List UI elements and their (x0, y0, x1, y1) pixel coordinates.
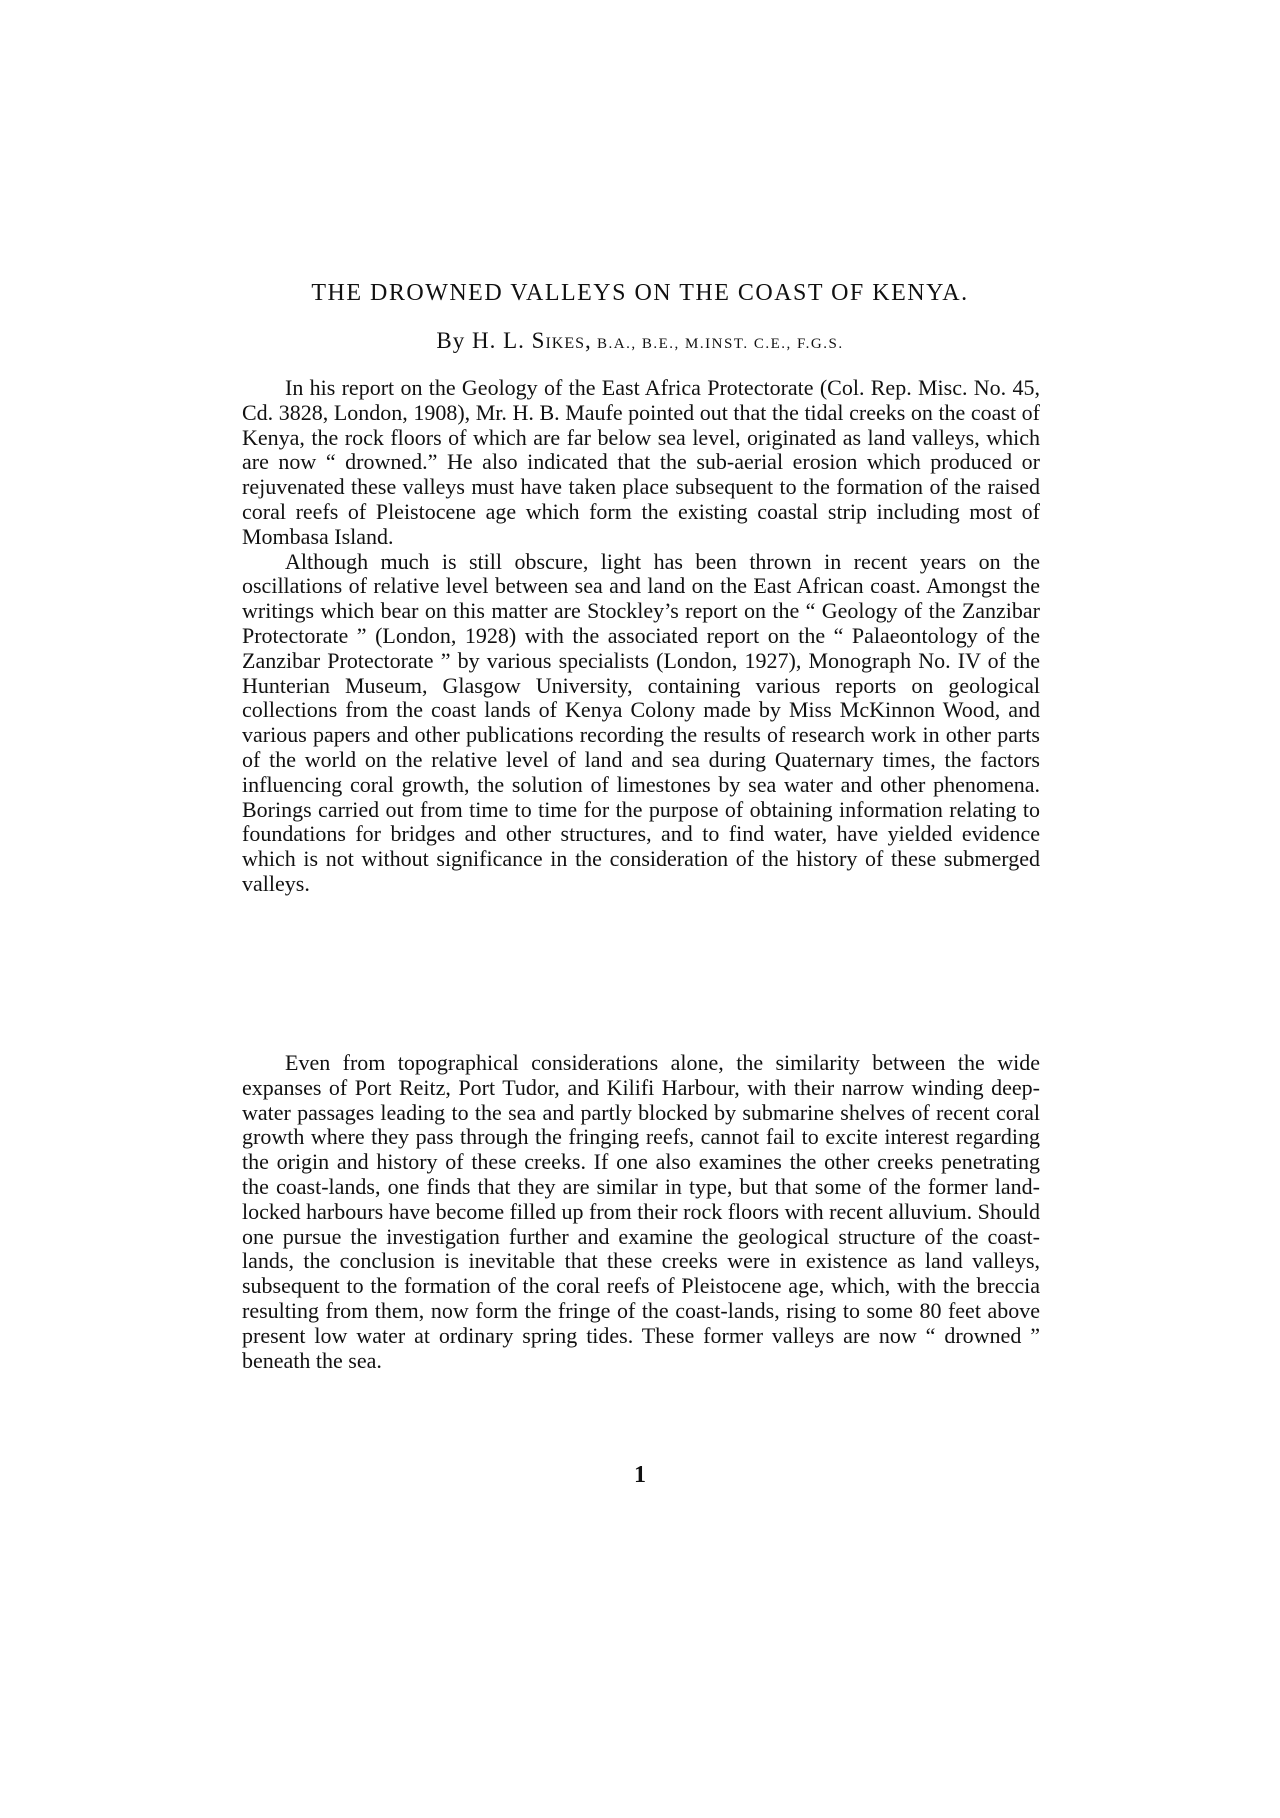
article-body-lower (242, 1051, 1040, 1373)
article-title: THE DROWNED VALLEYS ON THE COAST OF KENYA. (311, 280, 969, 306)
byline-prefix: By (436, 328, 473, 353)
author-credentials: B.A., B.E., M.INST. C.E., F.G.S. (591, 336, 844, 352)
byline (0, 328, 1280, 354)
author-name: H. L. Sikes, (472, 328, 592, 353)
page-number: 1 (634, 1462, 646, 1488)
paragraph-3: Even from topographical considerations alone, the similarity between the wide expanses of Port Reitz, Port Tudor, and Kilifi Harbour, with their narrow winding deep-water passages leading to the sea and partly blocked by submarine shelves of recent coral growth where they pass through the fringing reefs, cannot fail to excite interest regarding the origin and history of these creeks. If one also examines the other creeks penetrating the coast-lands, one finds that they are similar in type, but that some of the former land-locked harbours have become filled up from their rock floors with recent alluvium. Should one pursue the investigation further and examine the geological structure of the coast-lands, the conclusion is inevitable that these creeks were in existence as land valleys, subsequent to the formation of the coral reefs of Pleistocene age, which, with the breccia resulting from them, now form the fringe of the coast-lands, rising to some 80 feet above present low water at ordinary spring tides. These former valleys are now “ drowned ” beneath the sea. (242, 1050, 1040, 1373)
paragraph-1: In his report on the Geology of the East Africa Protectorate (Col. Rep. Misc. No. 45, Cd. 3828, London, 1908), Mr. H. B. Maufe pointed out that the tidal creeks on the coast of Kenya, the rock floors of which are far below sea level, originated as land valleys, which are now “ drowned.” He also indicated that the sub-aerial erosion which produced or rejuvenated these valleys must have taken place subsequent to the formation of the raised coral reefs of Pleistocene age which form the existing coastal strip including most of Mombasa Island. (242, 375, 1040, 549)
paragraph-2: Although much is still obscure, light has been thrown in recent years on the oscillations of relative level between sea and land on the East African coast. Amongst the writings which bear on this matter are Stockley’s report on the “ Geology of the Zanzibar Protectorate ” (London, 1928) with the associated report on the “ Palaeontology of the Zanzibar Protectorate ” by various specialists (London, 1927), Monograph No. IV of the Hunterian Museum, Glasgow University, containing various reports on geological collections from the coast lands of Kenya Colony made by Miss McKinnon Wood, and various papers and other publications recording the results of research work in other parts of the world on the relative level of land and sea during Quaternary times, the factors influencing coral growth, the solution of limestones by sea water and other phenomena. Borings carried out from time to time for the purpose of obtaining information relating to foundations for bridges and other structures, and to find water, have yielded evidence which is not without significance in the consideration of the history of these submerged valleys. (242, 548, 1040, 896)
article-body-upper (242, 376, 1040, 897)
